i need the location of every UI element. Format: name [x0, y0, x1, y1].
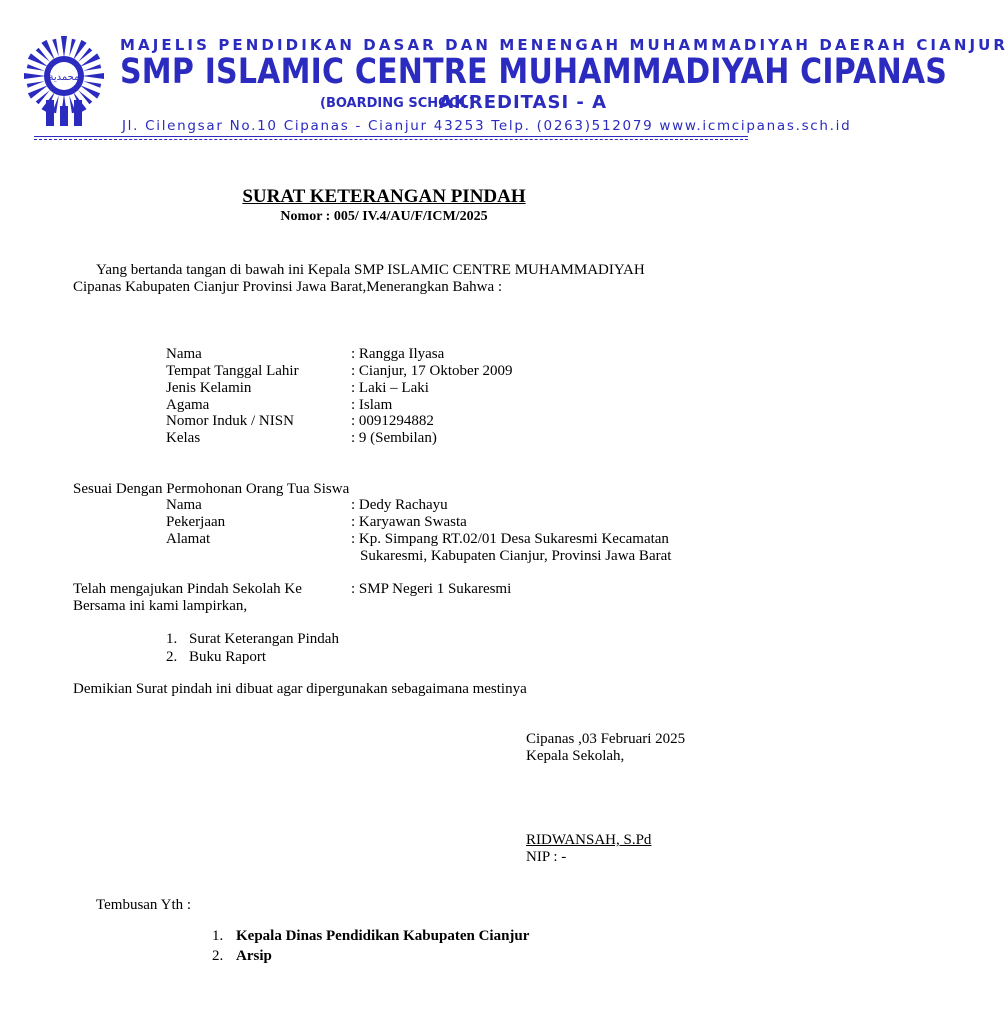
parent-intro: Sesuai Dengan Permohonan Orang Tua Siswa — [73, 481, 350, 497]
student-label: Nama — [166, 346, 202, 362]
student-label: Nomor Induk / NISN — [166, 413, 294, 429]
document-title: SURAT KETERANGAN PINDAH — [242, 186, 526, 207]
student-value: : 9 (Sembilan) — [351, 430, 437, 446]
transfer-label: Telah mengajukan Pindah Sekolah Ke — [73, 581, 302, 597]
intro-line-2: Cipanas Kabupaten Cianjur Provinsi Jawa Barat,Menerangkan Bahwa : — [73, 279, 503, 295]
letterhead-organization: MAJELIS PENDIDIKAN DASAR DAN MENENGAH MUHAMMADIYAH DAERAH CIANJUR — [120, 36, 1008, 54]
letterhead-address: Jl. Cilengsar No.10 Cipanas - Cianjur 43253 Telp. (0263)512079 www.icmcipanas.sch.id — [122, 118, 852, 134]
letterhead-divider-dashed — [34, 139, 748, 140]
parent-label: Nama — [166, 497, 202, 513]
signature-place-date: Cipanas ,03 Februari 2025 — [526, 731, 686, 747]
parent-address-continued: Sukaresmi, Kabupaten Cianjur, Provinsi Jawa Barat — [360, 548, 672, 564]
student-value: : Islam — [351, 397, 393, 413]
closing-statement: Demikian Surat pindah ini dibuat agar dipergunakan sebagaimana mestinya — [73, 681, 527, 697]
signature-role: Kepala Sekolah, — [526, 748, 625, 764]
student-label: Kelas — [166, 430, 201, 446]
list-item: Surat Keterangan Pindah — [189, 631, 339, 647]
student-value: : Laki – Laki — [351, 380, 429, 396]
letterhead-divider — [34, 136, 748, 137]
intro-line-1: Yang bertanda tangan di bawah ini Kepala SMP ISLAMIC CENTRE MUHAMMADIYAH — [96, 262, 645, 278]
student-value: : 0091294882 — [351, 413, 434, 429]
list-item: Buku Raport — [189, 649, 267, 665]
student-label: Jenis Kelamin — [166, 380, 252, 396]
list-item-number: 2. — [212, 948, 224, 964]
student-label: Agama — [166, 397, 210, 413]
attachments-intro: Bersama ini kami lampirkan, — [73, 598, 248, 614]
signature-nip: NIP : - — [526, 849, 567, 865]
transfer-destination: : SMP Negeri 1 Sukaresmi — [351, 581, 512, 597]
student-value: : Rangga Ilyasa — [351, 346, 445, 362]
letterhead-boarding: (BOARDING SCHOOL) — [320, 96, 475, 111]
tembusan-label: Tembusan Yth : — [96, 897, 192, 913]
list-item: Kepala Dinas Pendidikan Kabupaten Cianjur — [236, 928, 530, 944]
list-item: Arsip — [236, 948, 272, 964]
parent-label: Pekerjaan — [166, 514, 226, 530]
student-value: : Cianjur, 17 Oktober 2009 — [351, 363, 513, 379]
parent-value: : Dedy Rachayu — [351, 497, 448, 513]
letterhead-accreditation: AKREDITASI - A — [439, 92, 608, 113]
parent-label: Alamat — [166, 531, 211, 547]
school-logo-icon — [18, 32, 110, 128]
signature-name: RIDWANSAH, S.Pd — [526, 832, 652, 848]
letterhead-school-name: SMP ISLAMIC CENTRE MUHAMMADIYAH CIPANAS — [120, 52, 948, 93]
parent-value: : Kp. Simpang RT.02/01 Desa Sukaresmi Kecamatan — [351, 531, 669, 547]
student-label: Tempat Tanggal Lahir — [166, 363, 299, 379]
document-number: Nomor : 005/ IV.4/AU/F/ICM/2025 — [280, 209, 488, 224]
list-item-number: 2. — [166, 649, 178, 665]
svg-text:محمدية: محمدية — [48, 72, 80, 83]
list-item-number: 1. — [166, 631, 178, 647]
parent-value: : Karyawan Swasta — [351, 514, 467, 530]
list-item-number: 1. — [212, 928, 224, 944]
